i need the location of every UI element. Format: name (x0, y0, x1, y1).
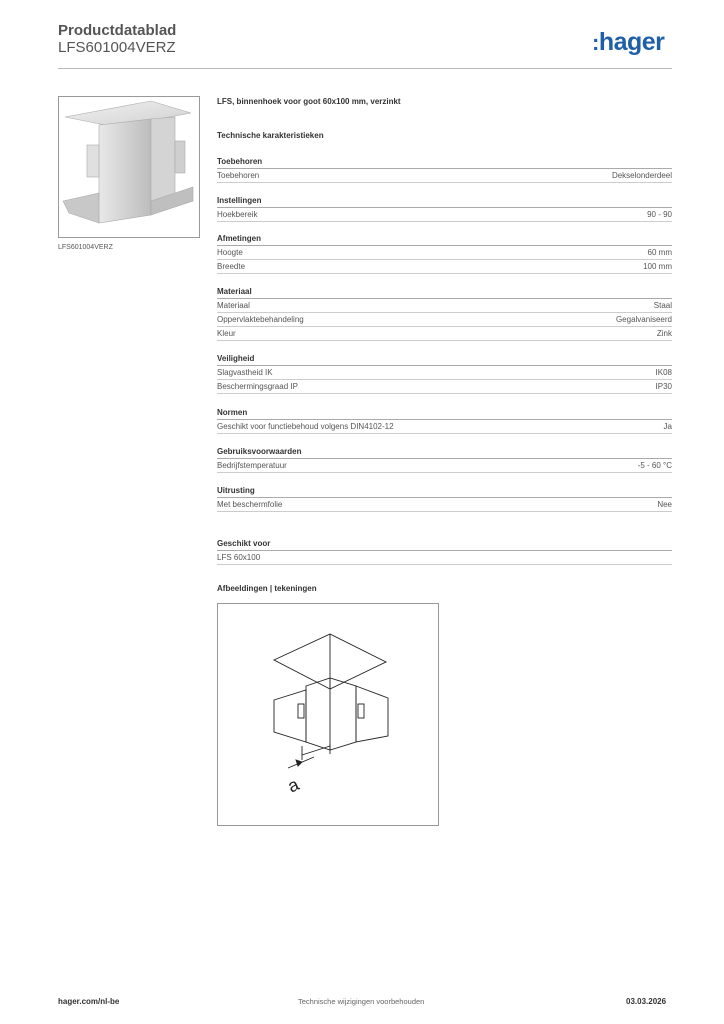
header-divider (58, 68, 672, 69)
technical-drawing (217, 603, 439, 826)
spec-value: 90 - 90 (647, 210, 672, 219)
drawing-dimension-label: a (284, 774, 303, 797)
spec-value: Nee (657, 500, 672, 509)
spec-label: Slagvastheid IK (217, 368, 273, 377)
section-geschikt-voor (217, 537, 672, 565)
section-toebehoren (217, 155, 672, 183)
spec-row (217, 366, 672, 380)
footer-notice: Technische wijzigingen voorbehouden (298, 997, 425, 1006)
section-title: Materiaal (217, 285, 672, 299)
spec-label: Materiaal (217, 301, 250, 310)
spec-label: Breedte (217, 262, 246, 271)
spec-value: 60 mm (647, 248, 672, 257)
spec-row (217, 208, 672, 222)
spec-row (217, 380, 672, 394)
spec-value: Dekselonderdeel (611, 171, 672, 180)
footer-website[interactable]: hager.com/nl-be (58, 997, 120, 1006)
section-title: Geschikt voor (217, 537, 672, 551)
section-instellingen (217, 194, 672, 222)
spec-label: Kleur (217, 329, 236, 338)
spec-value: Ja (663, 422, 672, 431)
spec-label: Met beschermfolie (217, 500, 283, 509)
section-title: Instellingen (217, 194, 672, 208)
spec-row (217, 327, 672, 341)
spec-label: Hoekbereik (217, 210, 258, 219)
spec-row (217, 246, 672, 260)
product-image (58, 96, 200, 238)
spec-label: Geschikt voor functiebehoud volgens DIN4102-12 (217, 422, 394, 431)
spec-value: Zink (656, 329, 672, 338)
hager-logo: :hager (592, 28, 665, 56)
spec-label: Bedrijfstemperatuur (217, 461, 287, 470)
spec-row (217, 420, 672, 434)
spec-row (217, 260, 672, 274)
footer-date: 03.03.2026 (626, 997, 667, 1006)
product-description: LFS, binnenhoek voor goot 60x100 mm, verzinkt (217, 97, 401, 106)
spec-label: Hoogte (217, 248, 243, 257)
section-normen (217, 406, 672, 434)
spec-row (217, 169, 672, 183)
section-veiligheid (217, 352, 672, 394)
spec-value: -5 - 60 °C (637, 461, 672, 470)
figures-heading: Afbeeldingen | tekeningen (217, 584, 317, 593)
section-title: Uitrusting (217, 484, 672, 498)
spec-label: Toebehoren (217, 171, 260, 180)
spec-row (217, 299, 672, 313)
product-code: LFS601004VERZ (58, 39, 176, 56)
section-title: Afmetingen (217, 232, 672, 246)
spec-value: 100 mm (643, 262, 672, 271)
inner-corner-photo-icon (59, 97, 199, 237)
section-title: Gebruiksvoorwaarden (217, 445, 672, 459)
page-title: Productdatablad (58, 22, 177, 39)
specs-heading: Technische karakteristieken (217, 131, 324, 140)
section-gebruiksvoorwaarden (217, 445, 672, 473)
section-materiaal (217, 285, 672, 341)
spec-row (217, 551, 672, 565)
spec-row (217, 459, 672, 473)
spec-value: Gegalvaniseerd (615, 315, 672, 324)
section-afmetingen (217, 232, 672, 274)
spec-row (217, 313, 672, 327)
spec-label: Oppervlaktebehandeling (217, 315, 304, 324)
spec-row (217, 498, 672, 512)
spec-value: IK08 (655, 368, 672, 377)
spec-value: IP30 (655, 382, 672, 391)
spec-value: Staal (653, 301, 672, 310)
section-title: Normen (217, 406, 672, 420)
section-title: Veiligheid (217, 352, 672, 366)
spec-label: Beschermingsgraad IP (217, 382, 298, 391)
inner-corner-line-drawing-icon (218, 604, 438, 825)
image-caption: LFS601004VERZ (58, 244, 113, 251)
section-title: Toebehoren (217, 155, 672, 169)
spec-label: LFS 60x100 (217, 553, 261, 562)
section-uitrusting (217, 484, 672, 512)
